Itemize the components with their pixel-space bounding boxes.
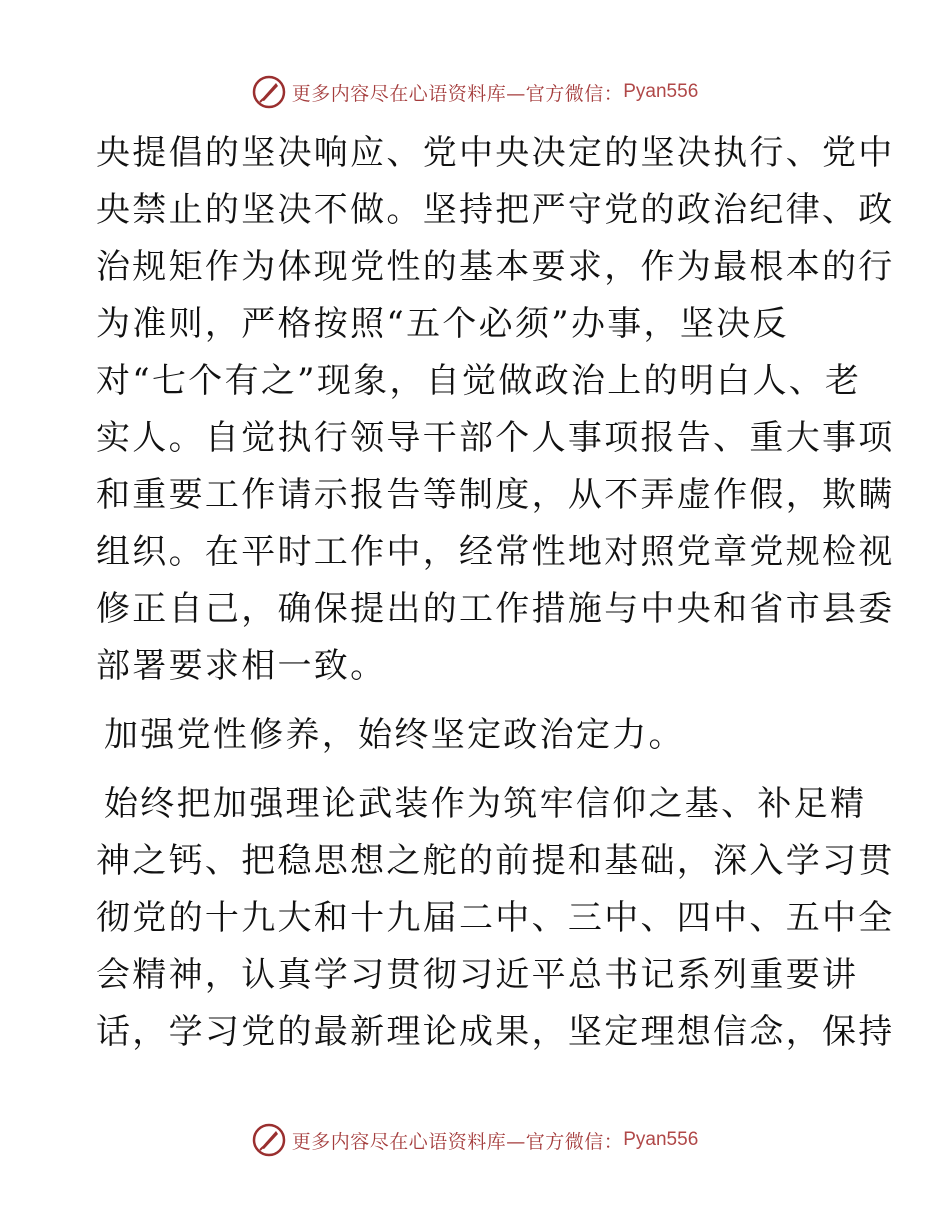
text-line: 央提倡的坚决响应、党中央决定的坚决执行、党中: [96, 133, 895, 173]
document-body: [96, 125, 895, 1061]
text-line: 和重要工作请示报告等制度，从不弄虚作假，欺瞒: [96, 475, 895, 515]
watermark-text: 更多内容尽在心语资料库—官方微信：: [291, 1130, 624, 1153]
text-line: 神之钙、把稳思想之舵的前提和基础，深入学习贯: [96, 841, 895, 881]
watermark-wechat-id: Pyan556: [623, 1129, 699, 1150]
text-line: 修正自己，确保提出的工作措施与中央和省市县委: [96, 589, 895, 629]
text-line: 话，学习党的最新理论成果，坚定理想信念，保持: [96, 1012, 895, 1052]
text-line: 央禁止的坚决不做。坚持把严守党的政治纪律、政: [96, 190, 895, 230]
quill-logo-icon: [252, 75, 286, 109]
watermark-text: 更多内容尽在心语资料库—官方微信：: [291, 82, 624, 105]
text-line: 为准则，严格按照“五个必须”办事，坚决反: [96, 304, 789, 344]
quill-logo-icon: [252, 1123, 286, 1157]
footer-watermark: [0, 1120, 950, 1160]
watermark-wechat-id: Pyan556: [623, 81, 699, 102]
text-line: 组织。在平时工作中，经常性地对照党章党规检视: [96, 532, 895, 572]
text-line: 会精神，认真学习贯彻习近平总书记系列重要讲: [96, 955, 859, 995]
text-line: 部署要求相一致。: [96, 646, 387, 686]
text-line: 始终把加强理论武装作为筑牢信仰之基、补足精: [104, 784, 867, 824]
header-watermark: [0, 72, 950, 112]
text-line: 治规矩作为体现党性的基本要求，作为最根本的行: [96, 247, 895, 287]
text-line: 彻党的十九大和十九届二中、三中、四中、五中全: [96, 898, 895, 938]
text-line: 实人。自觉执行领导干部个人事项报告、重大事项: [96, 418, 895, 458]
section-heading: 加强党性修养，始终坚定政治定力。: [104, 715, 685, 755]
text-line: 对“七个有之”现象，自觉做政治上的明白人、老: [96, 361, 862, 401]
